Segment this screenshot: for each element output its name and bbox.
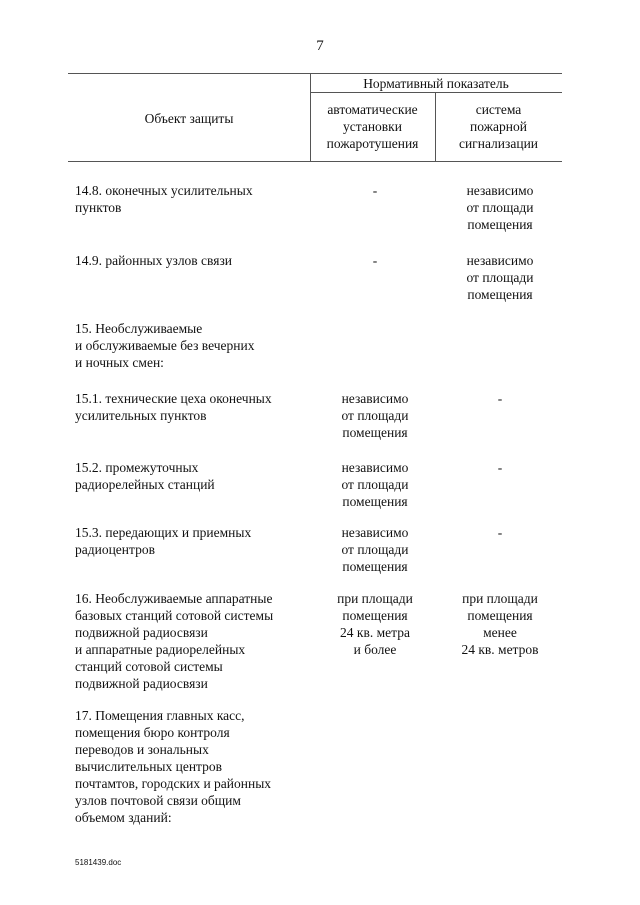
header-col-alarm: система пожарной сигнализации [458,102,539,151]
row-alarm: - [497,391,503,406]
row-auto: независимо от площади помещения [341,391,409,440]
row-auto: независимо от площади помещения [341,460,409,509]
row-auto: - [372,253,378,268]
row-label: 14.8. оконечных усилительных пунктов [75,183,253,215]
row-auto: при площади помещения 24 кв. метра и более [337,591,413,657]
row-auto: - [372,183,378,198]
row-alarm: независимо от площади помещения [466,183,534,232]
row-label: 17. Помещения главных касс, помещения бюро контроля переводов и зональных вычислительных центров почтамтов, городских и районных узлов почтовой связи общим объемом зданий: [75,708,272,825]
row-label: 15.2. промежуточных радиорелейных станций [75,460,215,492]
page-number: 7 [316,38,324,54]
header-bottom-rule [68,161,562,162]
header-indicator: Нормативный показатель [363,76,509,91]
subheader-rule [310,92,562,93]
row-label: 16. Необслуживаемые аппаратные базовых станций сотовой системы подвижной радиосвязи и аппаратные радиорелейных станций сотовой системы подвижной радиосвязи [75,591,274,691]
row-label: 15.3. передающих и приемных радиоцентров [75,525,252,557]
table-top-rule [68,73,562,74]
row-auto: независимо от площади помещения [341,525,409,574]
header-col-auto: автоматические установки пожаротушения [326,102,419,151]
row-alarm: при площади помещения менее 24 кв. метров [461,591,539,657]
header-object: Объект защиты [144,111,234,126]
file-name-footer: 5181439.doc [75,858,122,867]
row-label: 15.1. технические цеха оконечных усилительных пунктов [75,391,272,423]
row-alarm: - [497,460,503,475]
row-alarm: независимо от площади помещения [466,253,534,302]
row-alarm: - [497,525,503,540]
row-label: 14.9. районных узлов связи [75,253,233,268]
row-label: 15. Необслуживаемые и обслуживаемые без вечерних и ночных смен: [75,321,255,370]
